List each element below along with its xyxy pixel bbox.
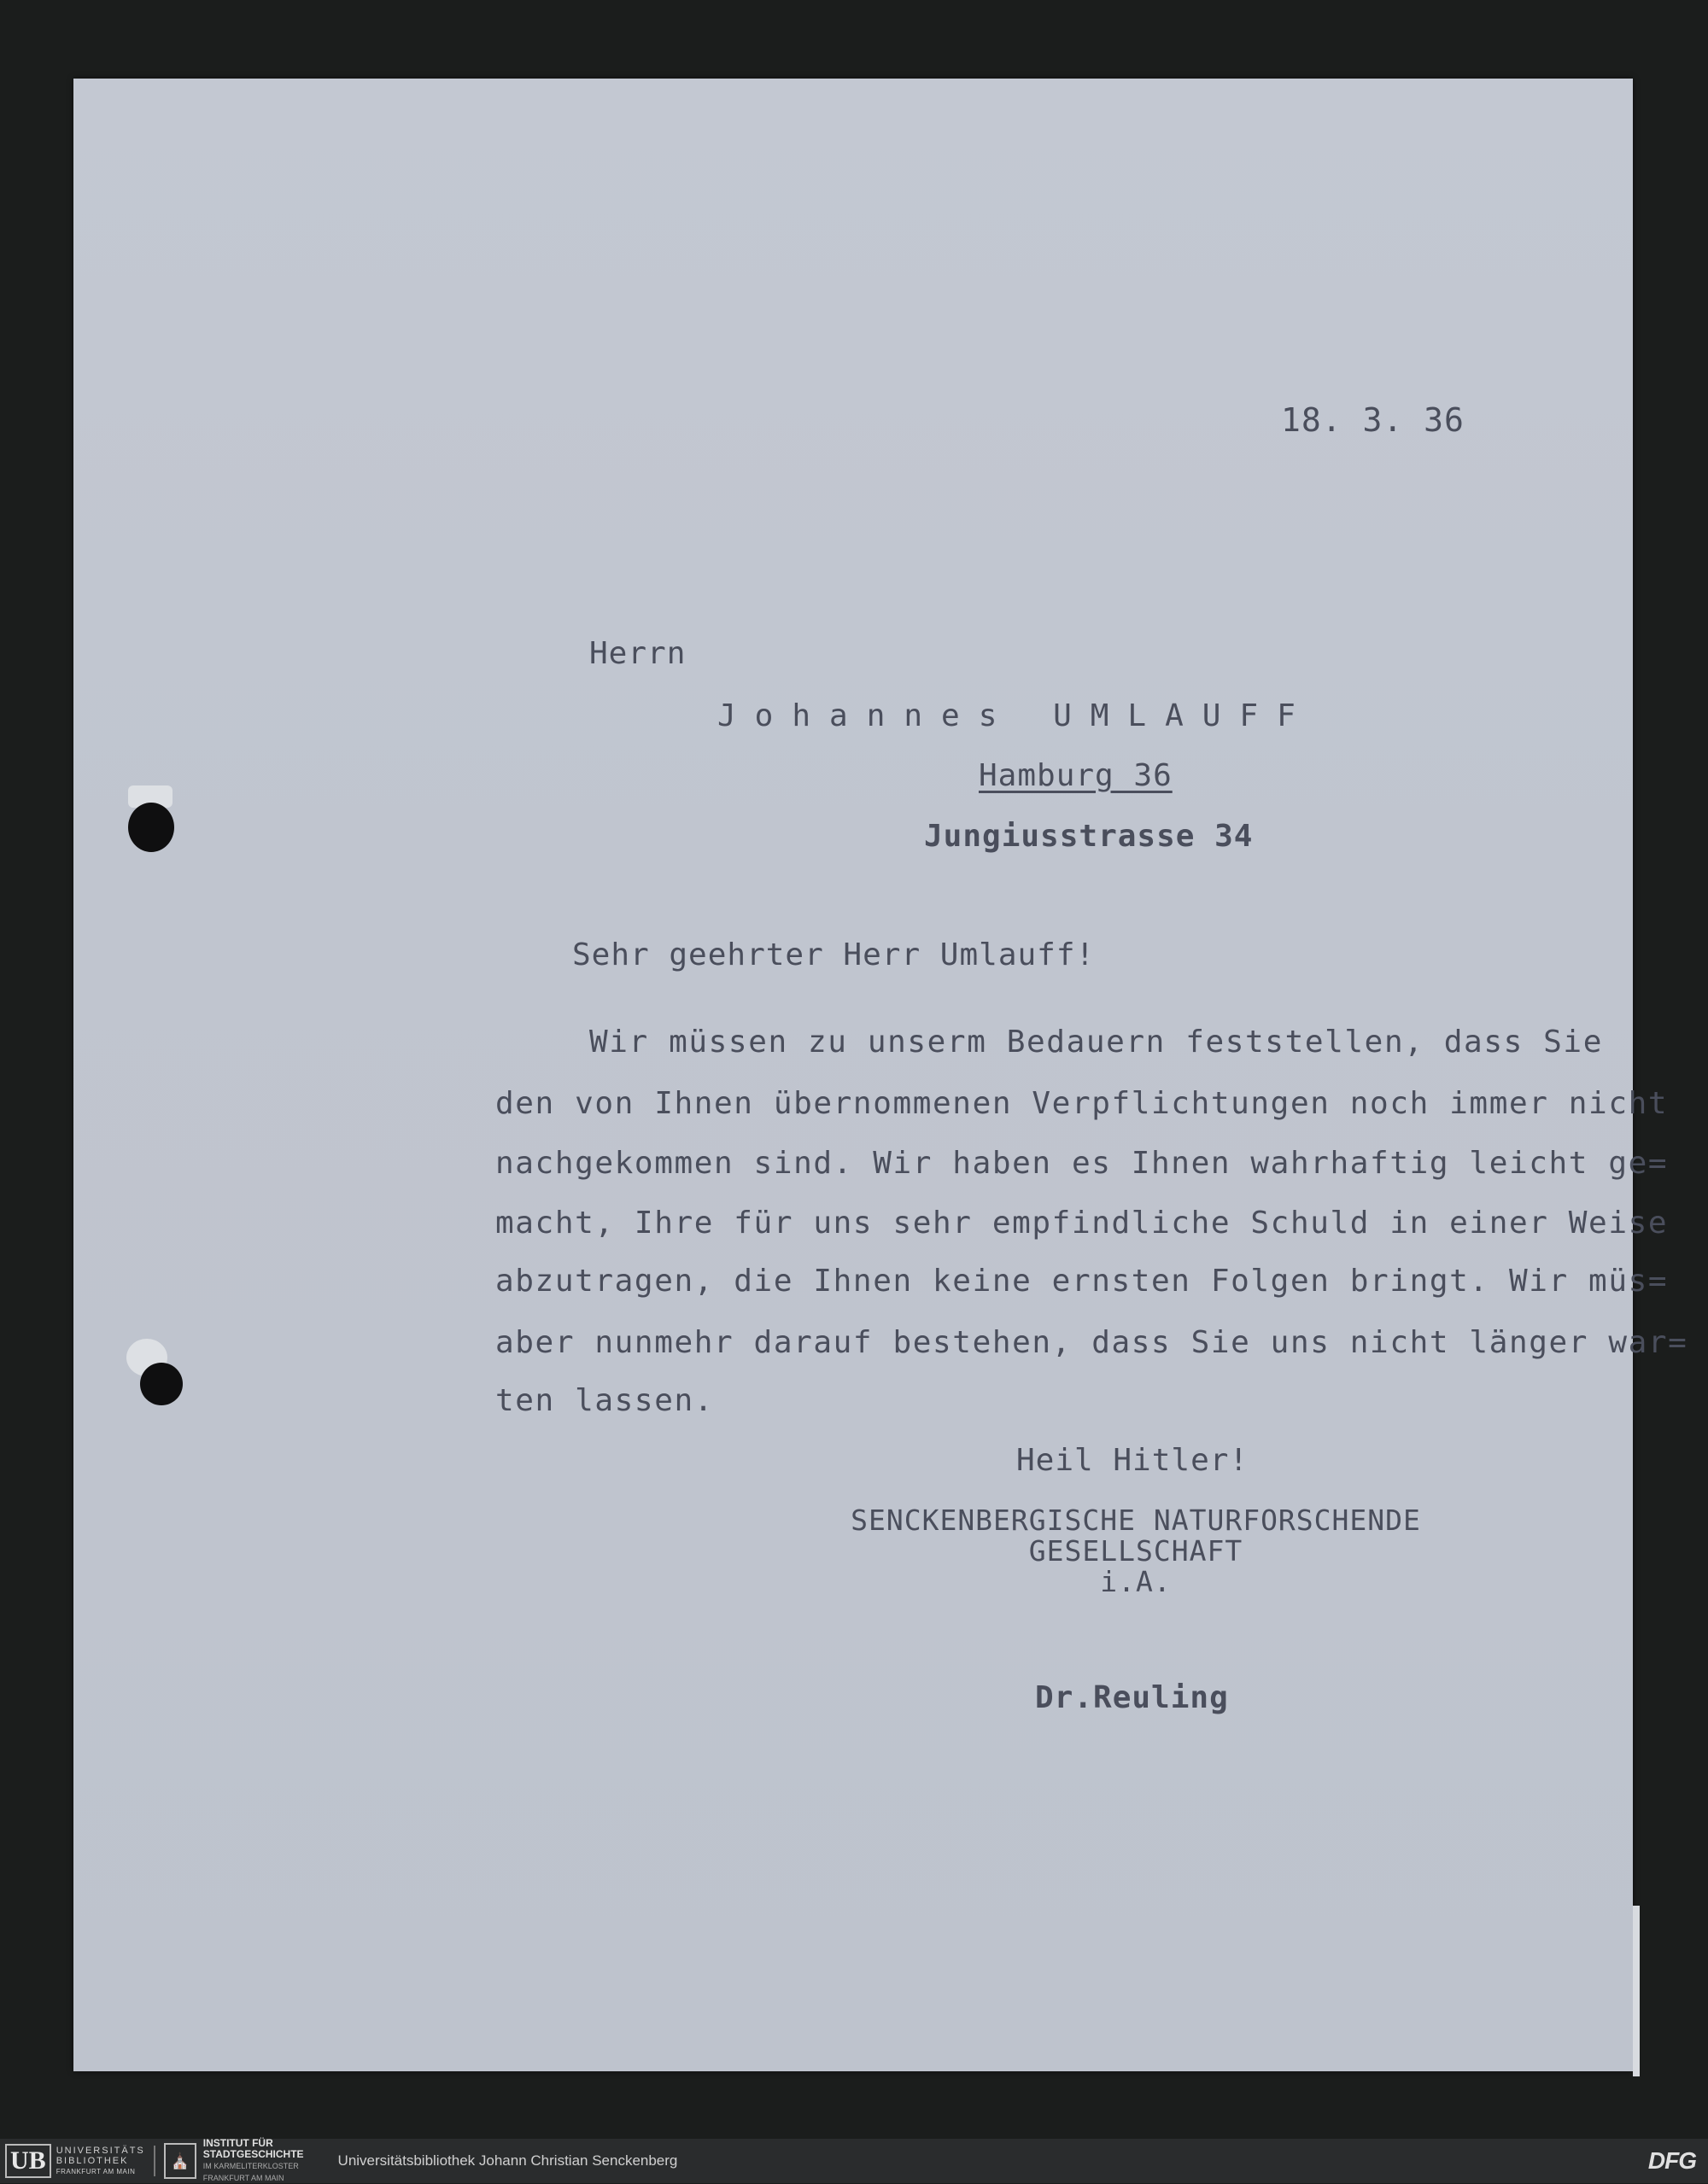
institute-emblem-icon: ⛪ — [164, 2143, 196, 2179]
punch-hole-bottom — [140, 1363, 183, 1405]
body-line: Wir müssen zu unserm Bedauern feststellen, dass Sie — [589, 1025, 1603, 1060]
recipient-name: Johannes UMLAUFF — [717, 698, 1314, 733]
institute-logo[interactable] — [164, 2138, 304, 2184]
signer-name: Dr.Reuling — [1035, 1680, 1229, 1715]
footer-credit: Universitätsbibliothek Johann Christian Senckenberg — [337, 2152, 678, 2169]
ub-logo-mark: UB — [5, 2144, 51, 2178]
ub-logo-line-1: UNIVERSITÄTS — [56, 2145, 145, 2156]
punch-hole-top — [128, 803, 174, 852]
institute-line-4: FRANKFURT AM MAIN — [202, 2174, 284, 2182]
ub-logo[interactable] — [5, 2142, 145, 2180]
body-line: ten lassen. — [495, 1383, 715, 1418]
institute-line-2: STADTGESCHICHTE — [202, 2148, 304, 2160]
letter-page — [73, 79, 1633, 2071]
footer-bar — [0, 2139, 1708, 2183]
ub-logo-line-2: BIBLIOTHEK — [56, 2155, 129, 2166]
ub-logo-text — [56, 2146, 145, 2177]
recipient-title: Herrn — [589, 636, 687, 671]
institute-logo-text — [203, 2138, 304, 2184]
on-behalf-marker: i.A. — [1100, 1565, 1172, 1598]
body-line: den von Ihnen übernommenen Verpflichtungen noch immer nicht — [495, 1086, 1669, 1121]
recipient-street: Jungiusstrasse 34 — [924, 819, 1254, 854]
body-line: abzutragen, die Ihnen keine ernsten Folgen bringt. Wir müs= — [495, 1264, 1669, 1299]
organization-name: SENCKENBERGISCHE NATURFORSCHENDE — [851, 1504, 1421, 1537]
dfg-logo[interactable]: DFG — [1647, 2147, 1696, 2174]
recipient-city: Hamburg 36 — [979, 758, 1173, 793]
footer-divider — [154, 2146, 155, 2176]
organization-name-cont: GESELLSCHAFT — [1028, 1534, 1243, 1568]
body-line: nachgekommen sind. Wir haben es Ihnen wahrhaftig leicht ge= — [495, 1146, 1669, 1181]
institute-line-1: INSTITUT FÜR — [202, 2137, 273, 2149]
body-line: macht, Ihre für uns sehr empfindliche Schuld in einer Weise — [495, 1206, 1669, 1241]
institute-line-3: IM KARMELITERKLOSTER — [202, 2162, 299, 2170]
paper-edge — [1633, 1906, 1640, 2076]
letter-closing: Heil Hitler! — [1016, 1443, 1249, 1478]
letter-date: 18. 3. 36 — [1281, 401, 1465, 439]
letter-greeting: Sehr geehrter Herr Umlauff! — [572, 937, 1096, 972]
organization-block — [828, 1505, 1443, 1597]
body-line: aber nunmehr darauf bestehen, dass Sie uns nicht länger war= — [495, 1325, 1688, 1360]
ub-logo-line-3: FRANKFURT AM MAIN — [56, 2167, 136, 2175]
